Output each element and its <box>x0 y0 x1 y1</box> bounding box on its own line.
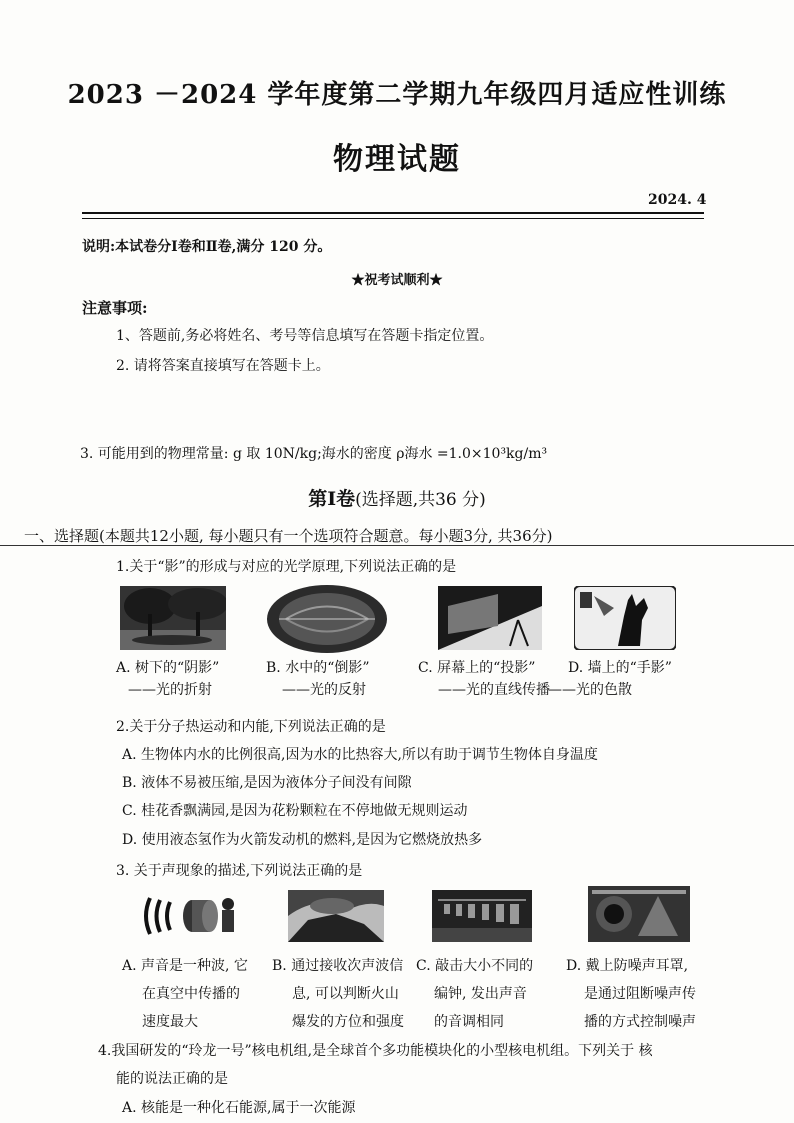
section-instruction: 一、选择题(本题共12小题, 每小题只有一个选项符合题意。每小题3分, 共36分) <box>24 527 553 545</box>
header-rule-thick <box>82 212 704 214</box>
question-4-stem-cont: 能的说法正确的是 <box>116 1071 228 1087</box>
q2-option-c: C. 桂花香飘满园,是因为花粉颗粒在不停地做无规则运动 <box>122 803 468 819</box>
notice-item: 3. 可能用到的物理常量: g 取 10N/kg;海水的密度 ρ海水 =1.0×10³kg/m³ <box>80 446 548 462</box>
question-2-stem: 2.关于分子热运动和内能,下列说法正确的是 <box>116 719 386 735</box>
wish-text: ★祝考试顺利★ <box>351 273 443 288</box>
water-reflection-photo <box>266 584 388 654</box>
question-1-stem: 1.关于“影”的形成与对应的光学原理,下列说法正确的是 <box>116 559 457 575</box>
q2-option-a: A. 生物体内水的比例很高,因为水的比热容大,所以有助于调节生物体自身温度 <box>122 747 598 763</box>
sound-wave-drum-illustration <box>140 890 240 942</box>
earmuffs-worker-photo <box>588 886 690 942</box>
hand-shadow-photo <box>574 586 676 650</box>
volcano-photo <box>288 890 384 942</box>
section-title-main: 第Ⅰ卷 <box>308 488 356 510</box>
q1-option-d: D. 墙上的“手影” ——光的色散 <box>548 660 672 698</box>
question-4-stem: 4.我国研发的“玲龙一号”核电机组,是全球首个多功能模块化的小型核电机组。下列关于 核 <box>98 1043 653 1059</box>
notice-item: 1、答题前,务必将姓名、考号等信息填写在答题卡指定位置。 <box>116 328 494 344</box>
q1-option-a: A. 树下的“阴影” ——光的折射 <box>116 660 220 698</box>
screen-projection-photo <box>438 586 542 650</box>
header-rule-thin <box>82 218 704 219</box>
q3-option-c: C. 敲击大小不同的 编钟, 发出声音 的音调相同 <box>416 958 534 1030</box>
exam-subject: 物理试题 <box>333 142 461 177</box>
tree-shadow-photo <box>120 586 226 650</box>
q2-option-b: B. 液体不易被压缩,是因为液体分子间没有间隙 <box>122 775 412 791</box>
q4-option-a: A. 核能是一种化石能源,属于一次能源 <box>122 1100 356 1116</box>
q3-option-b: B. 通过接收次声波信 息, 可以判断火山 爆发的方位和强度 <box>272 958 404 1030</box>
notice-title: 注意事项: <box>82 299 148 317</box>
exam-date: 2024. 4 <box>648 192 707 208</box>
question-3-stem: 3. 关于声现象的描述,下列说法正确的是 <box>116 863 363 879</box>
q3-option-d: D. 戴上防噪声耳罩, 是通过阻断噪声传 播的方式控制噪声 <box>566 958 696 1030</box>
section-title-sub: (选择题,共36 分) <box>355 490 486 510</box>
explanation: 说明:本试卷分Ⅰ卷和Ⅱ卷,满分 120 分。 <box>82 239 332 255</box>
notice-item: 2. 请将答案直接填写在答题卡上。 <box>116 358 330 374</box>
q1-option-c: C. 屏幕上的“投影” ——光的直线传播 <box>418 660 550 698</box>
q1-option-b: B. 水中的“倒影” ——光的反射 <box>266 660 370 698</box>
exam-title: 2023 －2024 学年度第二学期九年级四月适应性训练 <box>67 80 727 110</box>
section-title <box>0 484 794 511</box>
section-rule <box>0 545 794 546</box>
q3-option-a: A. 声音是一种波, 它 在真空中传播的 速度最大 <box>122 958 248 1030</box>
q2-option-d: D. 使用液态氢作为火箭发动机的燃料,是因为它燃烧放热多 <box>122 832 483 848</box>
chime-bells-photo <box>432 890 532 942</box>
